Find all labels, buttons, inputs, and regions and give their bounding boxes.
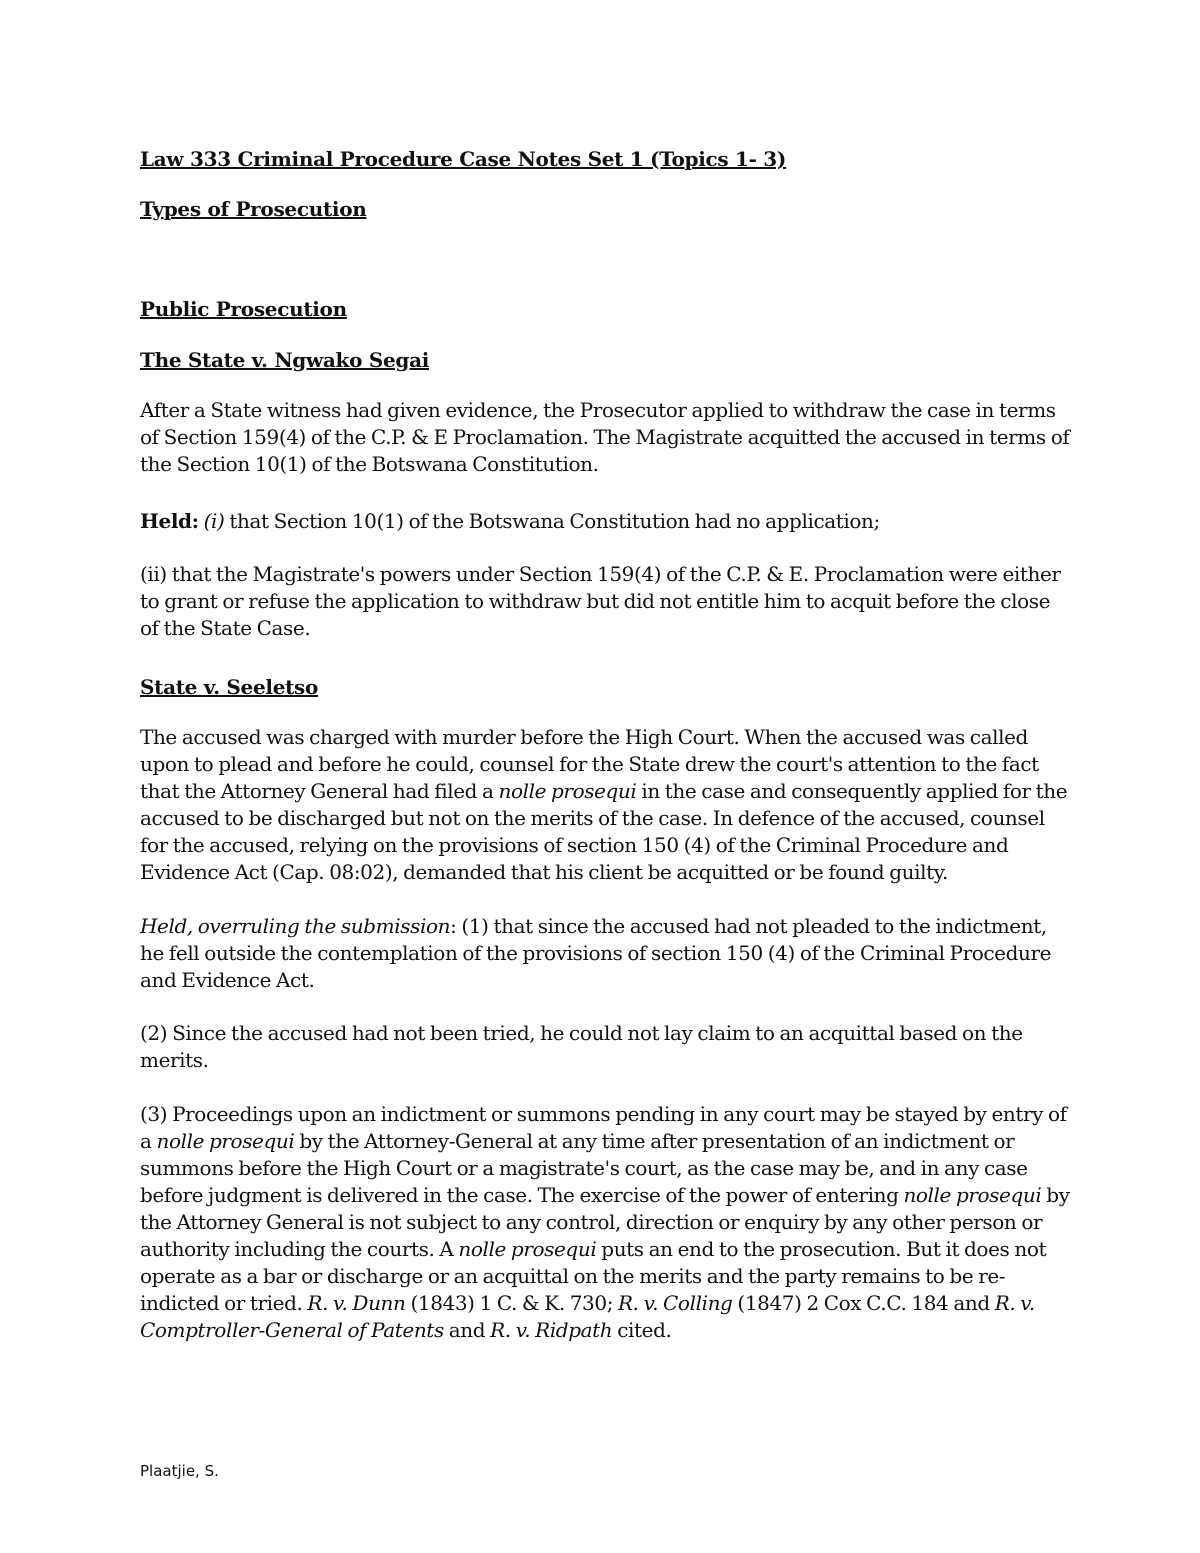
page-footer-author: Plaatjie, S. [140, 1462, 219, 1480]
held-3-text: by the Attorney-General at any time after presentation of an indictment or summons before the High Court or a magistrate's court, as the case may be, and in any case before judgment is delivered in the case. The exercise of the power of entering [140, 1129, 1028, 1207]
held-3-italic: nolle prosequi [156, 1129, 295, 1153]
held-label: Held: [140, 509, 199, 533]
case-citation: R. v. Colling [618, 1291, 733, 1315]
facts-text: in the case and consequently applied for the accused to be discharged but not on the merits of the case. In defence of the accused, counsel for the accused, relying on the provisions of section 150 (4) of the Criminal Procedure and Evidence Act (Cap. 08:02), demanded that his client be acquitted or be found guilty. [140, 779, 1068, 884]
held-3-text: by the Attorney General is not subject to any control, direction or enquiry by any other person or authority including the courts. A [140, 1183, 1070, 1261]
held-3-text: (3) Proceedings upon an indictment or summons pending in any court may be stayed by entry of a [140, 1102, 1067, 1153]
held-3-italic: nolle prosequi [903, 1183, 1042, 1207]
facts-italic-term: nolle prosequi [498, 779, 637, 803]
held-i-text: that Section 10(1) of the Botswana Constitution had no application; [229, 509, 880, 533]
section-heading-types-of-prosecution: Types of Prosecution [140, 197, 367, 221]
held-3-text: puts an end to the prosecution. But it does not operate as a bar or discharge or an acquittal on the merits and the party remains to be re-indicted or tried. [140, 1237, 1047, 1315]
held-3-text: (1847) 2 Cox C.C. 184 and [732, 1291, 995, 1315]
case1-held-i-paragraph [140, 508, 1070, 535]
case2-facts-paragraph [140, 724, 1070, 886]
case-heading-state-v-ngwako-segai: The State v. Ngwako Segai [140, 348, 430, 372]
case-citation: R. v. Dunn [307, 1291, 406, 1315]
case1-facts-paragraph: After a State witness had given evidence, the Prosecutor applied to withdraw the case in terms of Section 159(4) of the C.P. & E Proclamation. The Magistrate acquitted the accused in terms of the Section 10(1) of the Botswana Constitution. [140, 398, 1070, 476]
held-i-label: (i) [203, 509, 225, 533]
document-title: Law 333 Criminal Procedure Case Notes Set 1 (Topics 1- 3) [140, 147, 787, 171]
held-3-text: and [443, 1318, 491, 1342]
case1-held-ii-paragraph: (ii) that the Magistrate's powers under Section 159(4) of the C.P. & E. Proclamation were either to grant or refuse the application to withdraw but did not entitle him to acquit before the close of the State Case. [140, 562, 1061, 640]
subsection-heading-public-prosecution: Public Prosecution [140, 297, 347, 321]
case-heading-state-v-seeletso: State v. Seeletso [140, 675, 319, 699]
held-1-text: : (1) that since the accused had not pleaded to the indictment, he fell outside the contemplation of the provisions of section 150 (4) of the Criminal Procedure and Evidence Act. [140, 914, 1052, 992]
case2-held-1-paragraph [140, 913, 1070, 994]
case-citation: R. v. Comptroller-General of Patents [140, 1291, 1035, 1342]
held-3-italic: nolle prosequi [458, 1237, 597, 1261]
held-3-text: (1843) 1 C. & K. 730; [405, 1291, 619, 1315]
case2-held-2-paragraph: (2) Since the accused had not been tried, he could not lay claim to an acquittal based on the merits. [140, 1021, 1023, 1072]
held-overruling-label: Held, overruling the submission [140, 914, 451, 938]
case-citation: R. v. Ridpath [490, 1318, 613, 1342]
facts-text: The accused was charged with murder before the High Court. When the accused was called upon to plead and before he could, counsel for the State drew the court's attention to the fact that the Attorney General had filed a [140, 725, 1039, 803]
case2-held-3-paragraph [140, 1101, 1070, 1344]
held-3-text: cited. [612, 1318, 672, 1342]
